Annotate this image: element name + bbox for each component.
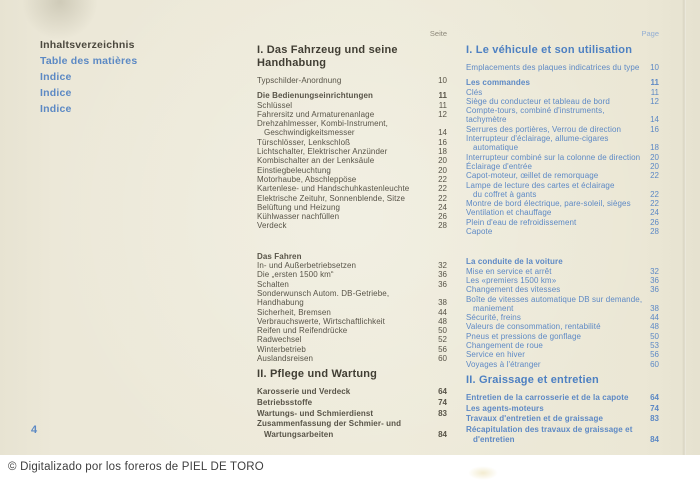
toc-entry	[257, 166, 447, 175]
toc-entry-page: 11	[650, 87, 659, 97]
toc-entry-page: 84	[438, 429, 447, 439]
toc-entry-text: La conduite de la voiture	[466, 257, 563, 267]
toc-entry-page: 44	[650, 313, 659, 323]
toc-entry	[466, 360, 659, 369]
toc-entry	[257, 138, 447, 147]
toc-entry-page: 22	[438, 174, 447, 184]
toc-entry-text: Les «premiers 1500 km»	[466, 275, 557, 285]
toc-entry	[257, 221, 447, 230]
toc-entry	[257, 280, 447, 289]
toc-entry-page: 20	[650, 152, 659, 162]
toc-entry-page: 36	[438, 279, 447, 289]
toc-entry-page: 10	[438, 76, 447, 85]
toc-entry-label	[257, 409, 432, 420]
toc-entry-label	[466, 313, 644, 322]
toc-entry-text: Pneus et pressions de gonflage	[466, 331, 582, 341]
page-column-label: Page	[641, 29, 659, 38]
toc-entry-page: 26	[650, 217, 659, 227]
toc-entry-label	[466, 88, 644, 97]
toc-entry-text: Belüftung und Heizung	[257, 202, 341, 212]
toc-entry-page: 64	[438, 387, 447, 397]
toc-entry-page: 36	[438, 270, 447, 280]
toc-entry	[257, 175, 447, 184]
toc-entry-text-continued: maniement	[473, 303, 514, 313]
toc-entry-page: 16	[438, 137, 447, 147]
toc-entry	[466, 425, 659, 446]
toc-entry-page: 20	[650, 161, 659, 171]
toc-entry	[466, 218, 659, 227]
toc-entry	[257, 409, 447, 420]
toc-entry-page: 24	[650, 208, 659, 218]
toc-section-heading: I. Das Fahrzeug und seine Handhabung	[257, 44, 398, 69]
toc-entry-page: 24	[438, 202, 447, 212]
toc-entry-label	[466, 285, 644, 294]
toc-entry-page: 32	[650, 266, 659, 276]
toc-entry	[466, 78, 659, 87]
toc-entry-text: Emplacements des plaques indicatrices du type	[466, 63, 640, 72]
toc-entry-page: 22	[650, 189, 659, 199]
toc-entry-text: Zusammenfassung der Schmier- und	[257, 419, 402, 429]
toc-entry-label	[257, 110, 432, 119]
toc-entry-page: 26	[438, 212, 447, 222]
toc-entry	[466, 313, 659, 322]
toc-entry	[466, 227, 659, 236]
toc-entry-label	[257, 91, 432, 100]
toc-entry-text: Les agents-moteurs	[466, 403, 544, 413]
toc-entry-text: Drehzahlmesser, Kombi-Instrument,	[257, 119, 388, 129]
toc-entry-page: 48	[650, 322, 659, 332]
toc-entry-page: 14	[650, 115, 659, 125]
toc-entry	[257, 203, 447, 212]
toc-entry	[257, 335, 447, 344]
toc-entry-label	[257, 76, 432, 85]
toc-entry-label	[466, 267, 644, 276]
toc-entry	[257, 147, 447, 156]
toc-entry-label	[257, 280, 432, 289]
toc-column-french	[466, 29, 659, 446]
toc-entry	[466, 199, 659, 208]
toc-entry-text-continued: automatique	[473, 143, 519, 153]
toc-entry-text: Clés	[466, 87, 483, 97]
toc-entry-text: Die Bedienungseinrichtungen	[257, 91, 374, 101]
toc-entry-text: Compte-tours, combiné d'instruments, tachymètre	[466, 106, 605, 125]
contents-label-block	[40, 37, 137, 117]
toc-entry-page: 20	[438, 156, 447, 166]
toc-entry-label	[466, 341, 644, 350]
toc-entry-label	[466, 162, 644, 171]
toc-entry	[257, 91, 447, 100]
toc-entry-text: Verbrauchswerte, Wirtschaftlichkeit	[257, 316, 385, 326]
toc-entry	[466, 267, 659, 276]
toc-entry-text: Sécurité, freins	[466, 313, 521, 323]
toc-entry	[257, 252, 447, 261]
toc-entry-text: Voyages à l'étranger	[466, 359, 541, 369]
toc-entry-text: Elektrische Zeituhr, Sonnenblende, Sitze	[257, 193, 406, 203]
toc-entry-label	[466, 257, 659, 266]
toc-entry-text: Kartenlese- und Handschuhkastenleuchte	[257, 184, 410, 194]
contents-title-french: Table des matières	[40, 55, 138, 67]
toc-entry-page: 22	[438, 193, 447, 203]
toc-group	[466, 63, 659, 72]
toc-entry	[466, 295, 659, 314]
toc-entry-text: Les commandes	[466, 78, 530, 88]
toc-entry	[466, 341, 659, 350]
toc-entry-label	[466, 199, 644, 208]
toc-entry-page: 22	[650, 171, 659, 181]
toc-entry-page: 74	[438, 397, 447, 407]
toc-entry-page: 16	[650, 124, 659, 134]
toc-entry-label	[257, 419, 432, 440]
toc-entry-label	[466, 414, 644, 425]
toc-entry-label	[257, 166, 432, 175]
toc-entry-label	[466, 322, 644, 331]
toc-entry-page: 52	[438, 335, 447, 345]
toc-group	[257, 76, 447, 85]
toc-entry-text: Interrupteur combiné sur la colonne de direction	[466, 152, 641, 162]
toc-entry-label	[257, 387, 432, 398]
toc-entry-label	[466, 393, 644, 404]
toc-entry-text: In- und Außerbetriebsetzen	[257, 261, 357, 271]
toc-entry-label	[466, 360, 644, 369]
toc-entry-label	[257, 156, 432, 165]
toc-entry-label	[466, 171, 644, 180]
toc-entry	[257, 345, 447, 354]
toc-entry-label	[257, 317, 432, 326]
toc-entry-label	[257, 184, 432, 193]
toc-entry-label	[257, 221, 432, 230]
toc-entry	[466, 162, 659, 171]
toc-entry-label	[257, 345, 432, 354]
toc-entry-label	[257, 335, 432, 344]
toc-entry	[257, 156, 447, 165]
toc-entry-page: 36	[650, 275, 659, 285]
page-column-label: Seite	[429, 29, 447, 38]
toc-entry	[466, 171, 659, 180]
toc-entry-text: Ventilation et chauffage	[466, 208, 552, 218]
toc-entry-text: Sicherheit, Bremsen	[257, 307, 331, 317]
toc-entry	[466, 350, 659, 359]
toc-entry-text: Kombischalter an der Lenksäule	[257, 156, 375, 166]
toc-entry-label	[257, 289, 432, 308]
toc-entry-text: Betriebsstoffe	[257, 397, 313, 407]
toc-group	[257, 91, 447, 230]
paper-stain	[468, 466, 498, 480]
toc-entry-text: Fahrersitz und Armaturenanlage	[257, 109, 375, 119]
toc-entry-label	[466, 404, 644, 415]
toc-entry-label	[257, 308, 432, 317]
toc-entry-text: Verdeck	[257, 221, 287, 231]
toc-entry	[466, 285, 659, 294]
toc-entry-text: Karosserie und Verdeck	[257, 387, 351, 397]
toc-entry-label	[257, 119, 432, 138]
toc-entry	[257, 119, 447, 138]
toc-entry-label	[466, 350, 644, 359]
toc-entry	[257, 261, 447, 270]
toc-entry-text: Mise en service et arrêt	[466, 266, 552, 276]
toc-entry-text: Interrupteur d'éclairage, allume-cigares	[466, 134, 609, 144]
toc-entry-page: 38	[650, 303, 659, 313]
toc-entry-text: Reifen und Reifendrücke	[257, 326, 348, 336]
toc-entry-page: 28	[438, 221, 447, 231]
toc-entry	[257, 101, 447, 110]
toc-entry-text: Motorhaube, Abschleppöse	[257, 174, 357, 184]
toc-entry	[466, 393, 659, 404]
toc-entry	[257, 289, 447, 308]
toc-entry	[257, 110, 447, 119]
toc-entry-page: 32	[438, 261, 447, 271]
toc-entry-text: Türschlösser, Lenkschloß	[257, 137, 351, 147]
page-edge-crease	[682, 0, 686, 455]
toc-entry	[466, 125, 659, 134]
toc-section-heading: II. Graissage et entretien	[466, 373, 599, 386]
toc-entry-label	[257, 326, 432, 335]
toc-section-heading: I. Le véhicule et son utilisation	[466, 44, 633, 56]
toc-entry-text: Kühlwasser nachfüllen	[257, 212, 340, 222]
toc-group	[466, 78, 659, 236]
toc-entry-text: Changement des vitesses	[466, 285, 561, 295]
toc-entry-page: 11	[438, 100, 447, 110]
toc-entry-page: 74	[650, 403, 659, 413]
toc-entry-label	[466, 218, 644, 227]
toc-entry-page: 11	[650, 78, 659, 88]
toc-entry	[466, 276, 659, 285]
toc-entry-label	[466, 276, 644, 285]
toc-entry-label	[257, 203, 432, 212]
toc-section-heading: II. Pflege und Wartung	[257, 368, 378, 381]
toc-entry-text: Travaux d'entretien et de graissage	[466, 414, 604, 424]
toc-entry-page: 53	[650, 341, 659, 351]
toc-entry	[466, 134, 659, 153]
toc-group	[257, 252, 447, 364]
toc-entry-page: 12	[650, 96, 659, 106]
toc-entry-page: 10	[650, 63, 659, 72]
toc-entry-text: Serrures des portières, Verrou de direction	[466, 124, 622, 134]
toc-entry-label	[257, 175, 432, 184]
toc-column-german	[257, 29, 447, 440]
toc-entry	[466, 208, 659, 217]
toc-entry-page: 64	[650, 392, 659, 402]
toc-entry-label	[257, 252, 447, 261]
toc-entry	[466, 404, 659, 415]
toc-entry-page: 20	[438, 165, 447, 175]
toc-entry-text: Capot-moteur, œillet de remorquage	[466, 171, 599, 181]
toc-entry-label	[466, 208, 644, 217]
toc-entry-text-continued: Wartungsarbeiten	[264, 429, 334, 439]
toc-entry-label	[466, 125, 644, 134]
toc-entry-text: Valeurs de consommation, rentabilité	[466, 322, 601, 332]
toc-entry-text-continued: du coffret à gants	[473, 189, 537, 199]
toc-entry-label	[257, 261, 432, 270]
toc-entry-text: Lichtschalter, Elektrischer Anzünder	[257, 147, 388, 157]
toc-entry-text: Plein d'eau de refroidissement	[466, 217, 577, 227]
toc-entry-page: 48	[438, 316, 447, 326]
toc-entry-text: Auslandsreisen	[257, 354, 314, 364]
toc-entry	[257, 419, 447, 440]
toc-entry-text: Typschilder-Anordnung	[257, 76, 342, 85]
toc-entry-text: Das Fahren	[257, 251, 302, 261]
toc-entry-label	[257, 101, 432, 110]
toc-entry-label	[466, 295, 644, 314]
toc-entry-text: Schalten	[257, 279, 289, 289]
contents-title-german: Inhaltsverzeichnis	[40, 39, 135, 51]
contents-title-indice-3: Indice	[40, 103, 72, 115]
toc-entry	[257, 212, 447, 221]
toc-entry	[257, 398, 447, 409]
toc-entry	[466, 153, 659, 162]
toc-group	[466, 393, 659, 446]
toc-entry-page: 44	[438, 307, 447, 317]
toc-entry	[466, 322, 659, 331]
toc-entry	[466, 332, 659, 341]
toc-entry-label	[257, 354, 432, 363]
toc-entry	[257, 317, 447, 326]
toc-entry-page: 22	[438, 184, 447, 194]
toc-entry-text: Récapitulation des travaux de graissage et	[466, 424, 633, 434]
toc-entry-label	[466, 63, 644, 72]
toc-entry	[466, 257, 659, 266]
toc-entry-page: 56	[650, 350, 659, 360]
page-number: 4	[31, 424, 38, 436]
toc-entry-page: 18	[438, 147, 447, 157]
toc-entry	[466, 181, 659, 200]
toc-entry-page: 60	[438, 354, 447, 364]
toc-entry-page: 22	[650, 199, 659, 209]
contents-title-indice-2: Indice	[40, 87, 72, 99]
toc-entry-text: Capote	[466, 227, 493, 237]
toc-entry-label	[466, 181, 644, 200]
toc-entry-label	[257, 398, 432, 409]
toc-entry-label	[466, 78, 644, 87]
contents-title-indice-1: Indice	[40, 71, 72, 83]
toc-entry-label	[466, 425, 644, 446]
toc-entry-text: Éclairage d'entrée	[466, 161, 533, 171]
toc-entry	[257, 354, 447, 363]
toc-entry	[257, 76, 447, 85]
toc-entry-label	[257, 270, 432, 279]
toc-entry	[466, 88, 659, 97]
toc-entry-text: Lampe de lecture des cartes et éclairage	[466, 180, 615, 190]
toc-entry-text: Wartungs- und Schmierdienst	[257, 408, 374, 418]
toc-entry-text: Schlüssel	[257, 100, 293, 110]
toc-entry	[466, 414, 659, 425]
toc-entry-text: Changement de roue	[466, 341, 543, 351]
toc-entry-label	[466, 332, 644, 341]
toc-entry-text-continued: d'entretien	[473, 435, 515, 445]
toc-entry	[466, 97, 659, 106]
toc-entry	[257, 308, 447, 317]
toc-entry-text: Winterbetrieb	[257, 344, 306, 354]
toc-entry-text: Sonderwunsch Autom. DB-Getriebe, Handhabung	[257, 288, 390, 308]
toc-entry-text: Die „ersten 1500 km“	[257, 270, 334, 280]
toc-entry-label	[257, 138, 432, 147]
toc-entry-text: Boîte de vitesses automatique DB sur demande,	[466, 294, 643, 304]
toc-entry-page: 60	[650, 359, 659, 369]
toc-group	[257, 387, 447, 440]
toc-entry	[257, 326, 447, 335]
toc-entry-label	[257, 147, 432, 156]
toc-entry-text: Montre de bord électrique, pare-soleil, sièges	[466, 199, 631, 209]
toc-entry-text: Entretien de la carrosserie et de la capote	[466, 392, 629, 402]
toc-entry	[257, 270, 447, 279]
toc-entry	[257, 387, 447, 398]
toc-entry-label	[466, 97, 644, 106]
toc-entry-page: 84	[650, 435, 659, 445]
watermark-text: © Digitalizado por los foreros de PIEL DE TORO	[8, 461, 264, 473]
watermark-bar	[0, 455, 700, 482]
toc-entry-page: 12	[438, 109, 447, 119]
toc-entry-page: 18	[650, 143, 659, 153]
toc-entry-page: 38	[438, 298, 447, 308]
toc-entry	[257, 184, 447, 193]
toc-entry-label	[466, 227, 644, 236]
toc-entry-page: 36	[650, 285, 659, 295]
toc-entry-page: 50	[438, 326, 447, 336]
toc-entry	[466, 63, 659, 72]
toc-entry-text-continued: Geschwindigkeitsmesser	[264, 128, 355, 138]
toc-entry-page: 28	[650, 227, 659, 237]
toc-entry-text: Einstiegbeleuchtung	[257, 165, 331, 175]
toc-entry	[466, 106, 659, 125]
toc-entry-text: Radwechsel	[257, 335, 302, 345]
toc-entry-label	[466, 106, 644, 125]
toc-entry-label	[466, 153, 644, 162]
toc-entry-page: 50	[650, 331, 659, 341]
toc-group	[466, 257, 659, 369]
toc-entry-page: 14	[438, 128, 447, 138]
toc-entry-page: 56	[438, 344, 447, 354]
toc-entry-label	[257, 212, 432, 221]
toc-entry-page: 83	[438, 408, 447, 418]
toc-entry-page: 83	[650, 414, 659, 424]
toc-entry-text: Service en hiver	[466, 350, 525, 360]
toc-entry-text: Siège du conducteur et tableau de bord	[466, 96, 610, 106]
toc-entry-label	[257, 194, 432, 203]
toc-entry	[257, 194, 447, 203]
toc-entry-page: 11	[438, 91, 447, 101]
toc-entry-label	[466, 134, 644, 153]
